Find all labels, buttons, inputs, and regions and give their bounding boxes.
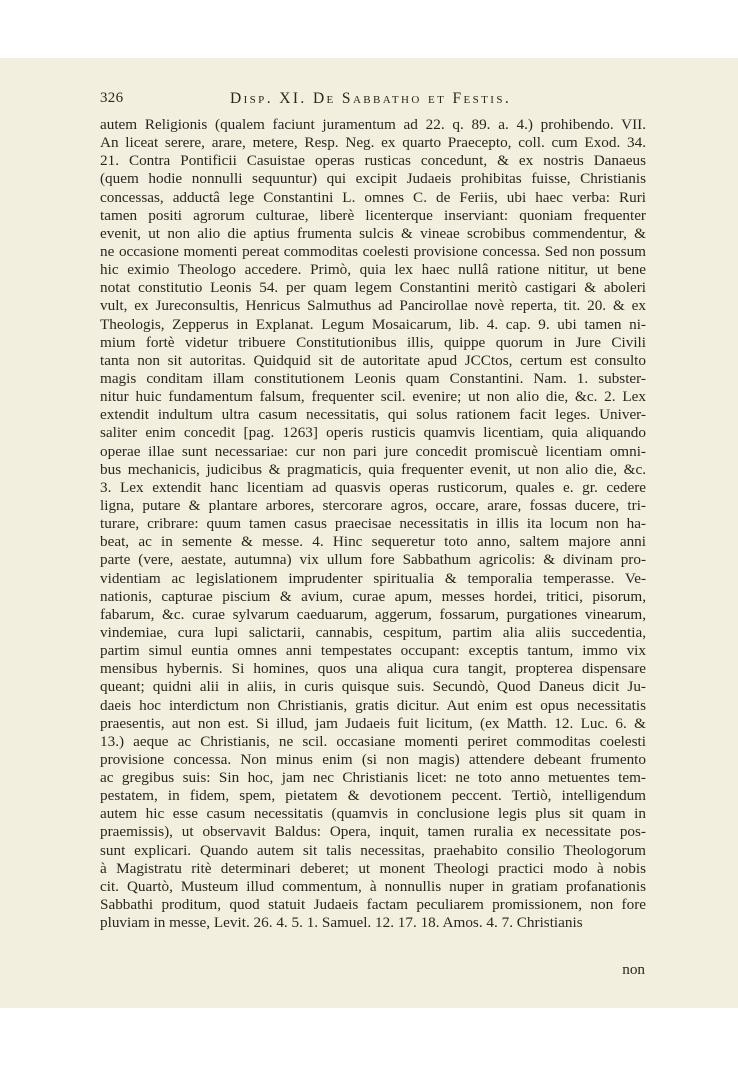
page-header: [100, 90, 645, 110]
text-line: bus mechanicis, judicibus & pragmaticis, quia frequenter evenit, ut non alio die, &c.: [100, 460, 646, 478]
body-text: [100, 116, 646, 932]
text-line: provisione concessa. Non minus enim (si non magis) attendere debeant frumento: [100, 750, 646, 768]
text-line: beat, ac in semente & messe. 4. Hinc sequeretur toto anno, saltem majore anni: [100, 533, 646, 551]
text-line: partim simul euntia omnes anni tempestates occupant: exceptis tantum, immo vix: [100, 642, 646, 660]
text-line: saliter enim concedit [pag. 1263] operis rusticis quamvis licentiam, quia aliquando: [100, 424, 646, 442]
text-line: nitur huic fundamentum falsum, frequenter scil. evenire; ut non alio die, &c. 2. Lex: [100, 388, 646, 406]
text-line: 13.) aeque ac Christianis, ne scil. occasiane momenti periret commoditas coelesti: [100, 732, 646, 750]
text-line: Sabbathi proditum, quod statuit Judaeis factam peculiarem promissionem, non fore: [100, 896, 646, 914]
text-line: à Magistratu ritè determinari deberet; ut monent Theologi practici modo à nobis: [100, 859, 646, 877]
text-line: An liceat serere, arare, metere, Resp. Neg. ex quarto Praecepto, coll. cum Exod. 34.: [100, 134, 646, 152]
text-line: turare, cribrare: quum tamen casus praecisae necessitatis in illis ita locum non ha-: [100, 515, 646, 533]
text-line: extendit indultum ultra casum necessitatis, qui solus rationem facit leges. Univer-: [100, 406, 646, 424]
text-line: 3. Lex extendit hanc licentiam ad quasvis operas rusticorum, quales e. gr. cedere: [100, 478, 646, 496]
text-line: Theologis, Zepperus in Explanat. Legum Mosaicarum, lib. 4. cap. 9. ubi tamen ni-: [100, 315, 646, 333]
text-line: vindemiae, cura lupi salictarii, cannabis, cespitum, partim alia aliis succedentia,: [100, 623, 646, 641]
text-line: ligna, putare & plantare arbores, stercorare agros, occare, arare, fossas ducere, tri-: [100, 496, 646, 514]
text-line: praesentis, aut non est. Si illud, jam Judaeis fuit licitum, (ex Matth. 12. Luc. 6. &: [100, 714, 646, 732]
text-line: praemissis), ut observavit Baldus: Opera, inquit, tamen ruralia ex necessitate pos-: [100, 823, 646, 841]
text-line: sunt explicari. Quando autem sit talis necessitas, praehabito consilio Theologorum: [100, 841, 646, 859]
text-line: fabarum, &c. curae sylvarum caeduarum, aggerum, fossarum, purgationes vinearum,: [100, 605, 646, 623]
text-line: ne occasione momenti pereat commoditas coelesti provisione concessa. Sed non possum: [100, 242, 646, 260]
text-line: queant; quidni alii in aliis, in curis quisque suis. Secundò, Quod Daneus dicit Ju-: [100, 678, 646, 696]
text-line: autem Religionis (qualem faciunt juramentum ad 22. q. 89. a. 4.) prohibendo. VII.: [100, 116, 646, 133]
text-line: mium fortè videtur tribuere Constitutionibus illis, quippe quorum in Jure Civili: [100, 333, 646, 351]
text-line: mensibus hybernis. Si homines, quos una aliqua cura tangit, propterea dispensare: [100, 660, 646, 678]
text-line: vult, ex Jureconsultis, Henricus Salmuthus ad Pancirollae novè reperta, tit. 20. & ex: [100, 297, 646, 315]
text-line: autem hic esse casum necessitatis (quamvis in conclusione legis plus sit quam in: [100, 805, 646, 823]
catchword: non: [622, 961, 645, 978]
text-line: nationis, capturae piscium & avium, curae apum, messes hordei, tritici, pisorum,: [100, 587, 646, 605]
text-line: hic eximio Theologo accedere. Primò, quia lex haec nullâ ratione nititur, ut bene: [100, 261, 646, 279]
text-line: concessas, adductâ lege Constantini L. omnes C. de Feriis, ubi haec verba: Ruri: [100, 188, 646, 206]
text-line: notat constitutio Leonis 54. per quam legem Constantini meritò castigari & aboleri: [100, 279, 646, 297]
text-line: cit. Quartò, Musteum illud commentum, à nonnullis nuper in gratiam profanationis: [100, 877, 646, 895]
text-line: videntiam ac legislationem imprudenter spiritualia & temporalia temperasse. Ve-: [100, 569, 646, 587]
book-page: [0, 58, 738, 1008]
text-line: parte (vere, aestate, autumna) vix ullum fore Sabbathum agricolis: & divinam pro-: [100, 551, 646, 569]
running-head: Disp. XI. De Sabbatho et Festis.: [230, 90, 512, 107]
text-line: pluviam in messe, Levit. 26. 4. 5. 1. Samuel. 12. 17. 18. Amos. 4. 7. Christianis: [100, 914, 583, 932]
text-line: magis conditam illam constitutionem Leonis quam Constantini. Nam. 1. subster-: [100, 369, 646, 387]
text-line: tamen positi agrorum culturae, liberè licenterque inserviant: quoniam frequenter: [100, 206, 646, 224]
text-line: daeis hoc interdictum non Christianis, gratis dicitur. Aut enim est opus necessitatis: [100, 696, 646, 714]
text-line: evenit, ut non alio die aptius frumenta sulcis & vineae scrobibus commendentur, &: [100, 224, 646, 242]
text-line: ac gregibus suis: Sin hoc, jam nec Christianis licet: ne toto anno metuentes tem-: [100, 769, 646, 787]
text-line: (quem hodie nonnulli sequuntur) qui excipit Judaeis prohibitas fuisse, Christianis: [100, 170, 646, 188]
text-line: tanta non sit autoritas. Quidquid sit de autoritate apud JCCtos, certum est consulto: [100, 351, 646, 369]
page-number: 326: [100, 90, 124, 106]
text-line: operae illae sunt necessariae: cur non pari jure concedit promiscuè licentiam omni-: [100, 442, 646, 460]
text-line: 21. Contra Pontificii Casuistae operas rusticas concedunt, & ex nostris Danaeus: [100, 152, 646, 170]
text-line: pestatem, in fidem, spem, pietatem & devotionem peccent. Tertiò, intelligendum: [100, 787, 646, 805]
